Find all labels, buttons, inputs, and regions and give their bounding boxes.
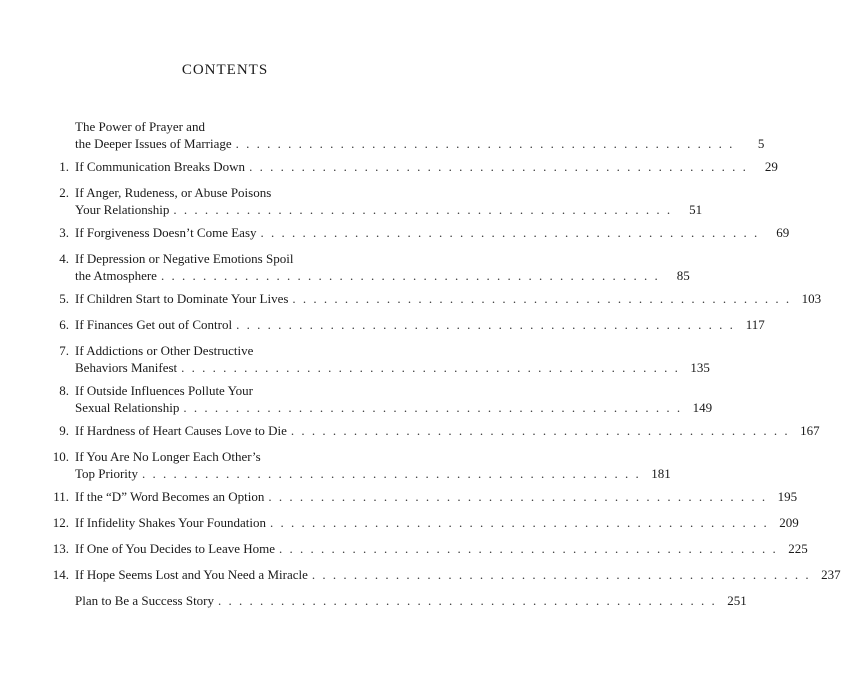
- toc-entry-title: The Power of Prayer and: [75, 119, 205, 134]
- toc-entry: [50, 316, 765, 333]
- toc-entry-title: If You Are No Longer Each Other’s: [75, 449, 261, 464]
- toc-entry-number: 1.: [59, 159, 69, 174]
- toc-entry: [50, 566, 841, 583]
- dot-leader: . . . . . . . . . . . . . . . . . . . . . . . . . . . . . . . . . . . . . . . . . . . . . . . .: [160, 268, 660, 283]
- dot-leader: . . . . . . . . . . . . . . . . . . . . . . . . . . . . . . . . . . . . . . . . . . . . . . . .: [173, 202, 673, 217]
- dot-leader: . . . . . . . . . . . . . . . . . . . . . . . . . . . . . . . . . . . . . . . . . . . . . . . .: [236, 317, 735, 332]
- toc-page-number: 209: [779, 515, 799, 530]
- dot-leader: . . . . . . . . . . . . . . . . . . . . . . . . . . . . . . . . . . . . . . . . . . . . . . . .: [142, 466, 641, 481]
- toc-entry-number: 11.: [53, 489, 69, 504]
- toc-entry-title: If Finances Get out of Control: [75, 317, 233, 332]
- dot-leader: . . . . . . . . . . . . . . . . . . . . . . . . . . . . . . . . . . . . . . . . . . . . . . . .: [270, 515, 769, 530]
- toc-page-number: 149: [692, 400, 713, 415]
- toc-entry-title: If Infidelity Shakes Your Foundation: [75, 515, 267, 530]
- toc-entry-title: If Communication Breaks Down: [75, 159, 246, 174]
- toc-entry-number: 6.: [59, 317, 69, 332]
- toc-entry-title: the Deeper Issues of Marriage: [75, 136, 232, 151]
- toc-entry-title: If Forgiveness Doesn’t Come Easy: [75, 225, 257, 240]
- toc-entry-title: If Hardness of Heart Causes Love to Die: [75, 423, 287, 438]
- toc-entry-title: Sexual Relationship: [75, 400, 180, 415]
- toc-entry: [50, 184, 703, 218]
- toc-page-number: 251: [727, 593, 747, 608]
- toc-entry: [50, 422, 820, 439]
- toc-entry-title: Top Priority: [75, 466, 139, 481]
- toc-page-number: 181: [651, 466, 671, 481]
- toc-page-number: 237: [821, 567, 841, 582]
- dot-leader: . . . . . . . . . . . . . . . . . . . . . . . . . . . . . . . . . . . . . . . . . . . . . . . .: [181, 360, 680, 375]
- toc-entry-number: 2.: [59, 185, 69, 200]
- toc-entry-number: 7.: [59, 343, 69, 358]
- toc-entry-title: Behaviors Manifest: [75, 360, 178, 375]
- toc-entry-number: 13.: [52, 541, 69, 556]
- toc-page-number: 51: [689, 202, 703, 217]
- toc-page-number: 29: [764, 159, 778, 174]
- toc-entry: [50, 290, 822, 307]
- dot-leader: . . . . . . . . . . . . . . . . . . . . . . . . . . . . . . . . . . . . . . . . . . . . . . . .: [260, 225, 760, 240]
- dot-leader: . . . . . . . . . . . . . . . . . . . . . . . . . . . . . . . . . . . . . . . . . . . . . . . .: [268, 489, 768, 504]
- toc-entry-title: If the “D” Word Becomes an Option: [75, 489, 265, 504]
- toc-entry-title: Your Relationship: [75, 202, 170, 217]
- toc-entry: [50, 158, 778, 175]
- toc-entry: [50, 382, 713, 416]
- toc-page-number: 69: [776, 225, 790, 240]
- toc-entry-number: 9.: [59, 423, 69, 438]
- toc-entry: [50, 118, 765, 152]
- dot-leader: . . . . . . . . . . . . . . . . . . . . . . . . . . . . . . . . . . . . . . . . . . . . . . . .: [183, 400, 683, 415]
- toc-page-number: 117: [745, 317, 765, 332]
- toc-page-number: 135: [690, 360, 710, 375]
- toc-entry: [50, 592, 747, 609]
- dot-leader: . . . . . . . . . . . . . . . . . . . . . . . . . . . . . . . . . . . . . . . . . . . . . . . .: [311, 567, 811, 582]
- dot-leader: . . . . . . . . . . . . . . . . . . . . . . . . . . . . . . . . . . . . . . . . . . . . . . . .: [279, 541, 778, 556]
- toc-entry-number: 10.: [52, 449, 69, 464]
- dot-leader: . . . . . . . . . . . . . . . . . . . . . . . . . . . . . . . . . . . . . . . . . . . . . . . .: [218, 593, 717, 608]
- toc-entry-number: 8.: [59, 383, 69, 398]
- toc-entry-number: 12.: [52, 515, 69, 530]
- page-title: CONTENTS: [181, 62, 269, 78]
- toc-page-number: 85: [676, 268, 690, 283]
- toc-entry-title: If Outside Influences Pollute Your: [75, 383, 254, 398]
- toc-entry-number: 5.: [59, 291, 69, 306]
- toc-entry-title: Plan to Be a Success Story: [75, 593, 215, 608]
- toc-entry: [50, 224, 790, 241]
- toc-entry: [50, 342, 710, 376]
- toc-page-number: 195: [777, 489, 798, 504]
- dot-leader: . . . . . . . . . . . . . . . . . . . . . . . . . . . . . . . . . . . . . . . . . . . . . . . .: [235, 136, 735, 151]
- toc-entry-title: If Children Start to Dominate Your Lives: [75, 291, 289, 306]
- toc-entry-number: 14.: [52, 567, 69, 582]
- toc-entry-title: If Depression or Negative Emotions Spoil: [75, 251, 294, 266]
- dot-leader: . . . . . . . . . . . . . . . . . . . . . . . . . . . . . . . . . . . . . . . . . . . . . . . .: [290, 423, 790, 438]
- toc-entry-number: 4.: [59, 251, 69, 266]
- toc-page-number: 167: [800, 423, 820, 438]
- toc-entry-title: If Hope Seems Lost and You Need a Miracle: [75, 567, 308, 582]
- toc-entry-title: If Anger, Rudeness, or Abuse Poisons: [75, 185, 272, 200]
- dot-leader: . . . . . . . . . . . . . . . . . . . . . . . . . . . . . . . . . . . . . . . . . . . . . . . .: [249, 159, 748, 174]
- toc-entry-number: 3.: [59, 225, 69, 240]
- dot-leader: . . . . . . . . . . . . . . . . . . . . . . . . . . . . . . . . . . . . . . . . . . . . . . . .: [292, 291, 792, 306]
- toc-entry: [50, 448, 671, 482]
- toc-entry: [50, 540, 808, 557]
- toc-entry-title: the Atmosphere: [75, 268, 157, 283]
- toc-page-number: 103: [801, 291, 822, 306]
- toc-entry: [50, 488, 798, 505]
- toc-page-number: 225: [788, 541, 808, 556]
- toc-page-number: 5: [757, 136, 765, 151]
- toc-entry: [50, 514, 799, 531]
- toc-entry: [50, 250, 690, 284]
- toc-entry-title: If One of You Decides to Leave Home: [75, 541, 276, 556]
- toc-entry-title: If Addictions or Other Destructive: [75, 343, 254, 358]
